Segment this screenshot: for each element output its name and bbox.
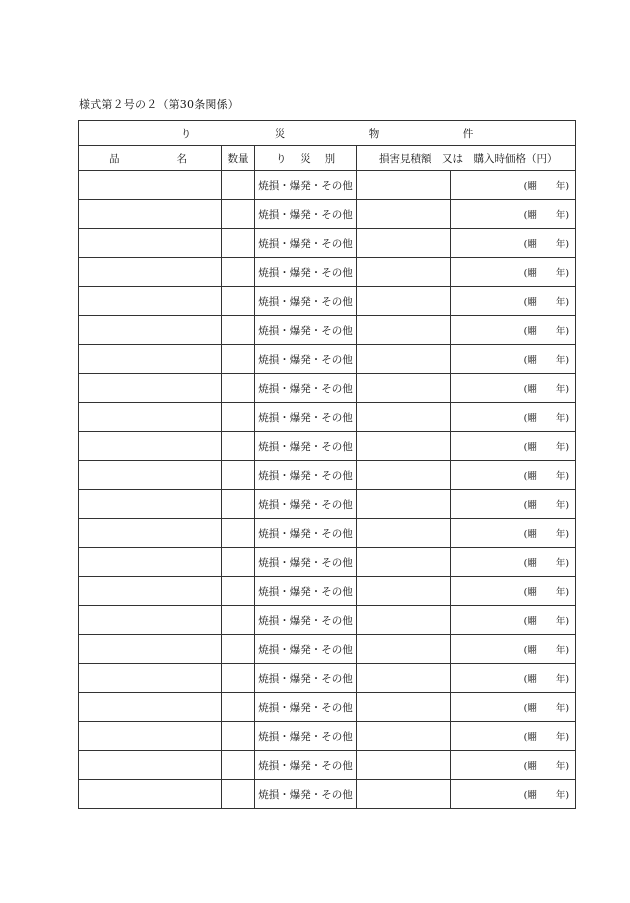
damage-category-cell: 焼損・爆発・その他 [255,229,357,258]
table-row [79,490,576,519]
quantity-cell[interactable] [222,519,255,548]
table-row [79,548,576,577]
purchase-year-cell[interactable]: (翢 年) [451,461,576,490]
damage-category-cell: 焼損・爆発・その他 [255,374,357,403]
purchase-year-cell[interactable]: (翢 年) [451,635,576,664]
damage-category-cell: 焼損・爆発・その他 [255,258,357,287]
table-row [79,693,576,722]
purchase-year-cell[interactable]: (翢 年) [451,548,576,577]
item-name-cell[interactable] [79,374,222,403]
quantity-cell[interactable] [222,287,255,316]
item-name-cell[interactable] [79,780,222,809]
quantity-cell[interactable] [222,229,255,258]
estimated-amount-cell[interactable] [357,519,451,548]
estimated-amount-cell[interactable] [357,693,451,722]
table-title-row [79,121,576,146]
purchase-year-cell[interactable]: (翢 年) [451,606,576,635]
purchase-year-cell[interactable]: (翢 年) [451,490,576,519]
purchase-year-cell[interactable]: (翢 年) [451,316,576,345]
table-row [79,461,576,490]
purchase-year-cell[interactable]: (翢 年) [451,229,576,258]
table-header-row [79,146,576,171]
estimated-amount-cell[interactable] [357,432,451,461]
item-name-cell[interactable] [79,345,222,374]
estimated-amount-cell[interactable] [357,606,451,635]
item-name-cell[interactable] [79,432,222,461]
form-number-label: 様式第２号の２（第30条関係） [79,98,239,111]
item-name-cell[interactable] [79,171,222,200]
quantity-cell[interactable] [222,722,255,751]
table-title [79,121,576,146]
quantity-cell[interactable] [222,171,255,200]
purchase-year-cell[interactable]: (翢 年) [451,258,576,287]
table-row [79,403,576,432]
estimated-amount-cell[interactable] [357,258,451,287]
purchase-year-cell[interactable]: (翢 年) [451,403,576,432]
item-name-cell[interactable] [79,577,222,606]
purchase-year-cell[interactable]: (翢 年) [451,722,576,751]
purchase-year-cell[interactable]: (翢 年) [451,432,576,461]
estimated-amount-cell[interactable] [357,287,451,316]
table-row [79,229,576,258]
table-row [79,345,576,374]
damage-category-cell: 焼損・爆発・その他 [255,432,357,461]
damage-category-cell: 焼損・爆発・その他 [255,751,357,780]
damaged-property-table [78,120,576,809]
item-name-cell[interactable] [79,519,222,548]
item-name-cell[interactable] [79,548,222,577]
purchase-year-cell[interactable]: (翢 年) [451,751,576,780]
quantity-cell[interactable] [222,345,255,374]
item-name-cell[interactable] [79,258,222,287]
purchase-year-cell[interactable]: (翢 年) [451,780,576,809]
table-row [79,258,576,287]
item-name-cell[interactable] [79,229,222,258]
estimated-amount-cell[interactable] [357,374,451,403]
item-name-cell[interactable] [79,287,222,316]
quantity-cell[interactable] [222,635,255,664]
quantity-cell[interactable] [222,200,255,229]
table-row [79,432,576,461]
purchase-year-cell[interactable]: (翢 年) [451,664,576,693]
table-row [79,780,576,809]
quantity-cell[interactable] [222,751,255,780]
damage-category-cell: 焼損・爆発・その他 [255,200,357,229]
table-row [79,374,576,403]
table-row [79,722,576,751]
table-row [79,200,576,229]
damage-category-cell: 焼損・爆発・その他 [255,316,357,345]
damage-category-cell: 焼損・爆発・その他 [255,548,357,577]
estimated-amount-cell[interactable] [357,722,451,751]
item-name-cell[interactable] [79,606,222,635]
damage-category-cell: 焼損・爆発・その他 [255,664,357,693]
quantity-cell[interactable] [222,693,255,722]
damage-category-cell: 焼損・爆発・その他 [255,519,357,548]
estimated-amount-cell[interactable] [357,461,451,490]
damage-category-cell: 焼損・爆発・その他 [255,287,357,316]
header-quantity: 数量 [222,146,255,171]
table-row [79,519,576,548]
quantity-cell[interactable] [222,374,255,403]
quantity-cell[interactable] [222,432,255,461]
item-name-cell[interactable] [79,490,222,519]
damage-category-cell: 焼損・爆発・その他 [255,171,357,200]
estimated-amount-cell[interactable] [357,490,451,519]
title-char: り [180,127,192,140]
item-name-cell[interactable] [79,635,222,664]
quantity-cell[interactable] [222,258,255,287]
header-damage-amount: 損害見積額 又は 購入時価格（円） [357,146,576,171]
item-name-cell[interactable] [79,403,222,432]
purchase-year-cell[interactable]: (翢 年) [451,200,576,229]
estimated-amount-cell[interactable] [357,229,451,258]
item-name-cell[interactable] [79,722,222,751]
estimated-amount-cell[interactable] [357,316,451,345]
quantity-cell[interactable] [222,780,255,809]
estimated-amount-cell[interactable] [357,403,451,432]
item-name-cell[interactable] [79,693,222,722]
item-name-cell[interactable] [79,751,222,780]
purchase-year-cell[interactable]: (翢 年) [451,519,576,548]
estimated-amount-cell[interactable] [357,345,451,374]
item-name-cell[interactable] [79,316,222,345]
damage-category-cell: 焼損・爆発・その他 [255,722,357,751]
damage-category-cell: 焼損・爆発・その他 [255,403,357,432]
quantity-cell[interactable] [222,577,255,606]
quantity-cell[interactable] [222,316,255,345]
table-row [79,606,576,635]
item-name-cell[interactable] [79,664,222,693]
quantity-cell[interactable] [222,490,255,519]
purchase-year-cell[interactable]: (翢 年) [451,693,576,722]
purchase-year-cell[interactable]: (翢 年) [451,577,576,606]
table-row [79,287,576,316]
item-name-cell[interactable] [79,200,222,229]
quantity-cell[interactable] [222,606,255,635]
damage-category-cell: 焼損・爆発・その他 [255,606,357,635]
header-item-name: 品 名 [79,146,222,171]
title-char: 件 [462,127,474,140]
estimated-amount-cell[interactable] [357,548,451,577]
table-row [79,171,576,200]
estimated-amount-cell[interactable] [357,200,451,229]
header-damage-category: り 災 別 [255,146,357,171]
estimated-amount-cell[interactable] [357,751,451,780]
estimated-amount-cell[interactable] [357,664,451,693]
table-row [79,316,576,345]
quantity-cell[interactable] [222,664,255,693]
estimated-amount-cell[interactable] [357,635,451,664]
quantity-cell[interactable] [222,548,255,577]
estimated-amount-cell[interactable] [357,171,451,200]
title-char: 災 [274,127,286,140]
table-row [79,664,576,693]
estimated-amount-cell[interactable] [357,577,451,606]
table-row [79,635,576,664]
damage-category-cell: 焼損・爆発・その他 [255,635,357,664]
estimated-amount-cell[interactable] [357,780,451,809]
purchase-year-cell[interactable]: (翢 年) [451,374,576,403]
damage-category-cell: 焼損・爆発・その他 [255,345,357,374]
damage-category-cell: 焼損・爆発・その他 [255,693,357,722]
item-name-cell[interactable] [79,461,222,490]
quantity-cell[interactable] [222,403,255,432]
table-row [79,577,576,606]
damage-category-cell: 焼損・爆発・その他 [255,577,357,606]
purchase-year-cell[interactable]: (翢 年) [451,171,576,200]
purchase-year-cell[interactable]: (翢 年) [451,287,576,316]
table-row [79,751,576,780]
damage-category-cell: 焼損・爆発・その他 [255,461,357,490]
purchase-year-cell[interactable]: (翢 年) [451,345,576,374]
damage-category-cell: 焼損・爆発・その他 [255,780,357,809]
quantity-cell[interactable] [222,461,255,490]
damage-category-cell: 焼損・爆発・その他 [255,490,357,519]
title-char: 物 [368,127,380,140]
